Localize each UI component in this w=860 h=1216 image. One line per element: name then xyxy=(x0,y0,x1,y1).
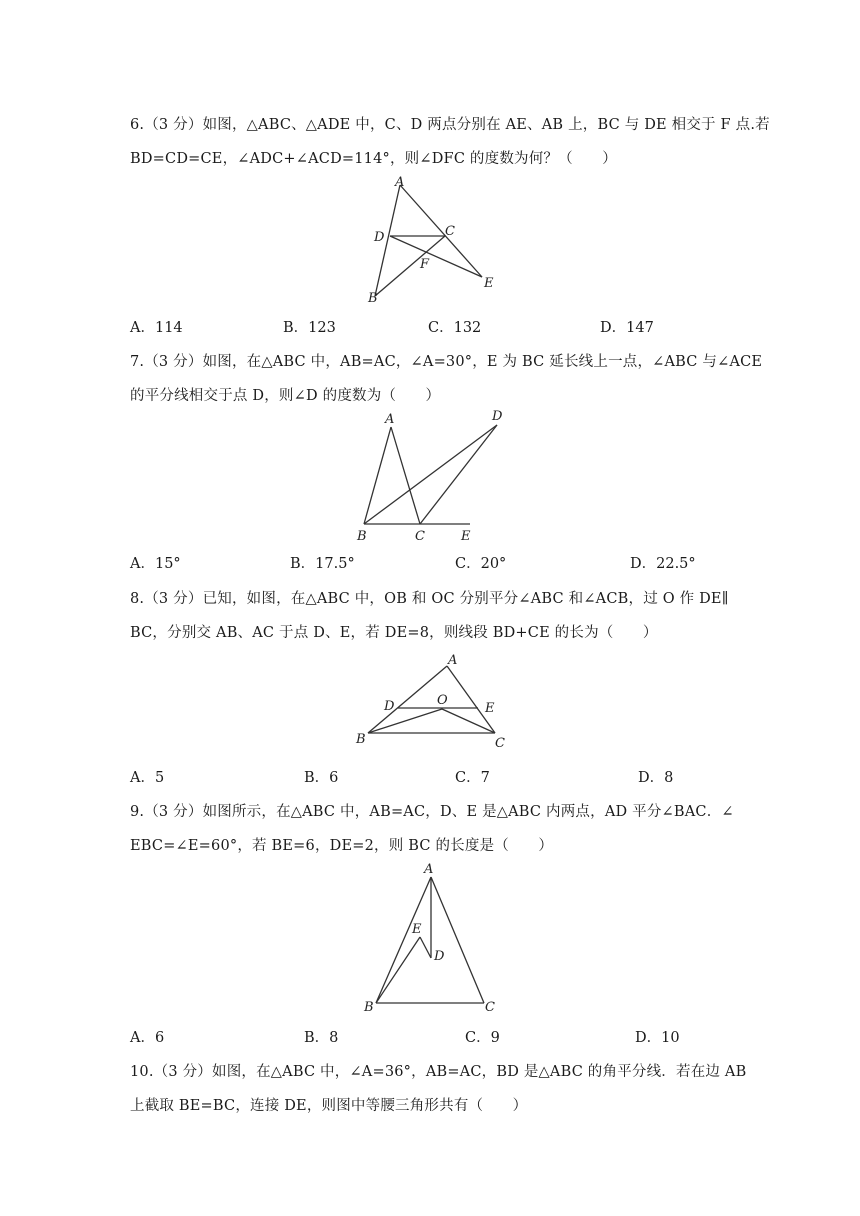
q6-option-c[interactable]: C．132 xyxy=(428,320,482,336)
q8-label-a: A xyxy=(448,653,458,668)
q8-figure xyxy=(350,645,530,755)
q6-stem-line-1: 6.（3 分）如图，△ABC、△ADE 中，C、D 两点分别在 AE、AB 上，BC 与 DE 相交于 F 点.若 xyxy=(130,117,770,133)
q7-label-e: E xyxy=(461,529,471,544)
q8-label-o: O xyxy=(437,693,448,708)
q7-stem-line-2: 的平分线相交于点 D，则∠D 的度数为（ ） xyxy=(130,388,441,404)
q8-option-d[interactable]: D．8 xyxy=(638,770,674,786)
q6-label-c: C xyxy=(445,224,455,239)
q7-label-b: B xyxy=(357,529,367,544)
q8-label-e: E xyxy=(485,701,495,716)
q6-label-e: E xyxy=(484,276,494,291)
q8-stem-line-1: 8.（3 分）已知，如图，在△ABC 中，OB 和 OC 分别平分∠ABC 和∠ACB，过 O 作 DE∥ xyxy=(130,591,729,607)
q9-option-c[interactable]: C．9 xyxy=(465,1030,500,1046)
q9-label-e: E xyxy=(412,922,422,937)
q9-option-b[interactable]: B．8 xyxy=(304,1030,339,1046)
q8-option-a[interactable]: A．5 xyxy=(130,770,165,786)
q6-label-d: D xyxy=(374,230,385,245)
q9-stem-line-1: 9.（3 分）如图所示，在△ABC 中，AB=AC，D、E 是△ABC 内两点，AD 平分∠BAC．∠ xyxy=(130,804,734,820)
q7-label-d: D xyxy=(492,409,503,424)
q8-label-d: D xyxy=(384,699,395,714)
q7-label-c: C xyxy=(415,529,425,544)
q9-option-a[interactable]: A．6 xyxy=(130,1030,165,1046)
q6-label-f: F xyxy=(420,257,430,272)
q9-option-d[interactable]: D．10 xyxy=(635,1030,680,1046)
q9-label-b: B xyxy=(364,1000,374,1015)
q9-label-a: A xyxy=(424,862,434,877)
q6-option-a[interactable]: A．114 xyxy=(130,320,183,336)
q6-figure xyxy=(360,172,520,312)
q7-label-a: A xyxy=(385,412,395,427)
q8-label-c: C xyxy=(495,736,505,751)
q10-stem-line-2: 上截取 BE=BC，连接 DE，则图中等腰三角形共有（ ） xyxy=(130,1098,528,1114)
q10-stem-line-1: 10.（3 分）如图，在△ABC 中，∠A=36°，AB=AC，BD 是△ABC 的角平分线．若在边 AB xyxy=(130,1064,747,1080)
q9-stem-line-2: EBC=∠E=60°，若 BE=6，DE=2，则 BC 的长度是（ ） xyxy=(130,838,554,854)
q7-option-c[interactable]: C．20° xyxy=(455,556,507,572)
q7-figure xyxy=(350,405,510,545)
q8-stem-line-2: BC，分别交 AB、AC 于点 D、E，若 DE=8，则线段 BD+CE 的长为（ ） xyxy=(130,625,658,641)
q7-option-d[interactable]: D．22.5° xyxy=(630,556,696,572)
q8-label-b: B xyxy=(356,732,366,747)
q8-option-b[interactable]: B．6 xyxy=(304,770,339,786)
q6-label-b: B xyxy=(368,291,378,306)
q9-label-c: C xyxy=(485,1000,495,1015)
q6-label-a: A xyxy=(395,175,405,190)
q9-label-d: D xyxy=(434,949,445,964)
q8-option-c[interactable]: C．7 xyxy=(455,770,490,786)
q7-stem-line-1: 7.（3 分）如图，在△ABC 中，AB=AC，∠A=30°，E 为 BC 延长线上一点，∠ABC 与∠ACE xyxy=(130,354,763,370)
q6-option-b[interactable]: B．123 xyxy=(283,320,336,336)
q6-option-d[interactable]: D．147 xyxy=(600,320,654,336)
q7-option-a[interactable]: A．15° xyxy=(130,556,181,572)
q9-figure xyxy=(355,858,515,1018)
q6-stem-line-2: BD=CD=CE，∠ADC+∠ACD=114°，则∠DFC 的度数为何？（ ） xyxy=(130,151,617,167)
q7-option-b[interactable]: B．17.5° xyxy=(290,556,355,572)
